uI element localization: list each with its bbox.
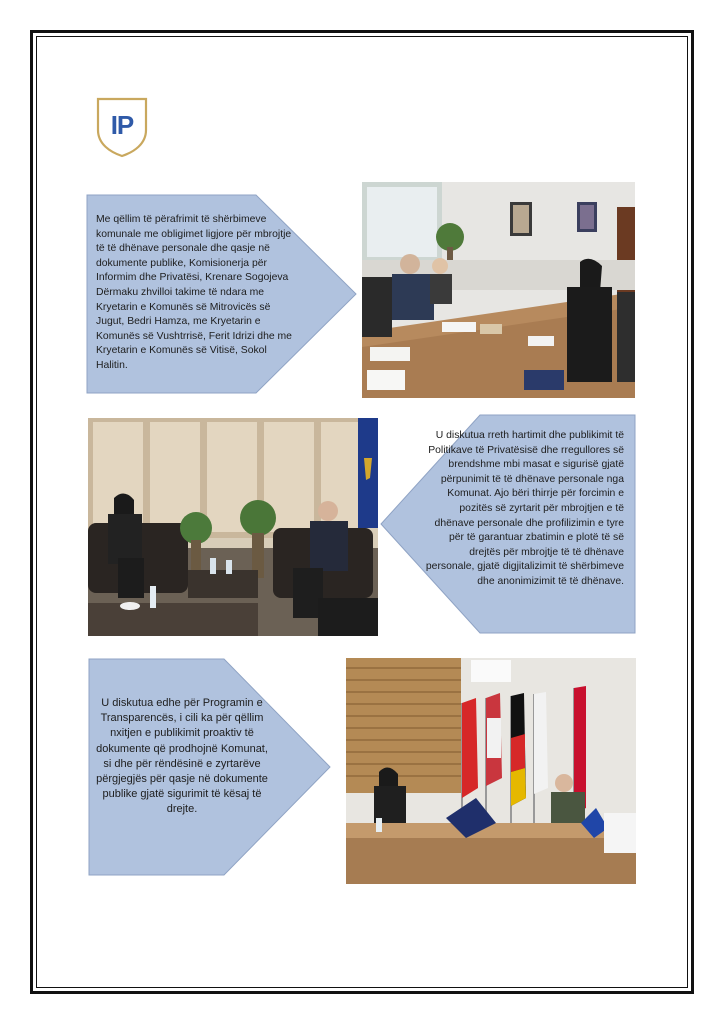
meeting-sofa-office-photo [88, 418, 378, 636]
section-3-text: U diskutua edhe për Programin e Transparencës, i cili ka për qëllim nxitjen e publikimit proaktiv të dokumente që prodhojnë Komunat, si dhe për rëndësinë e zyrtarëve përgjegjës për qasje në dokumente publike gjatë sigurimit të kësaj të drejte. [96, 697, 268, 816]
ip-logo [94, 96, 150, 158]
text-arrow-3 [88, 658, 332, 876]
meeting-conference-table-photo [362, 182, 635, 398]
ip-shield-logo-icon [94, 96, 150, 158]
section-2-text: U diskutua rreth hartimit dhe publikimit të Politikave të Privatësisë dhe rregullores së brendshme mbi masat e sigurisë gjatë përpunimit të të dhënave personale nga Komunat. Ajo bëri thirrje për forcimin e pozitës së zyrtarit për mbrojtjen e të dhënave personale dhe profilizimin e tyre për të garantuar zbatimin e plotë të së drejtës për mbrojtje të të dhënave personale, gjatë digjitalizimit të shërbimeve dhe anonimizimit të të dhënave. [425, 430, 624, 587]
section-1-text: Me qëllim të përafrimit të shërbimeve komunale me obligimet ligjore për mbrojtje të të dhënave personale dhe qasje në dokumente publike, Komisionerja për Informim dhe Privatësi, Krenare Sogojeva Dërmaku zhvilloi takime të ndara me Kryetarin e Komunës së Mitrovicës së Jugut, Bedri Hamza, me Kryetarin e Komunës së Vushtrrisë, Ferit Idrizi dhe me Kryetarin e Komunës së Vitisë, Sokol Halitin. [96, 214, 292, 371]
meeting-flags-desk-photo [346, 658, 636, 884]
logo-text: IP [110, 110, 134, 140]
text-arrow-1 [86, 194, 358, 394]
text-arrow-2 [380, 414, 636, 634]
